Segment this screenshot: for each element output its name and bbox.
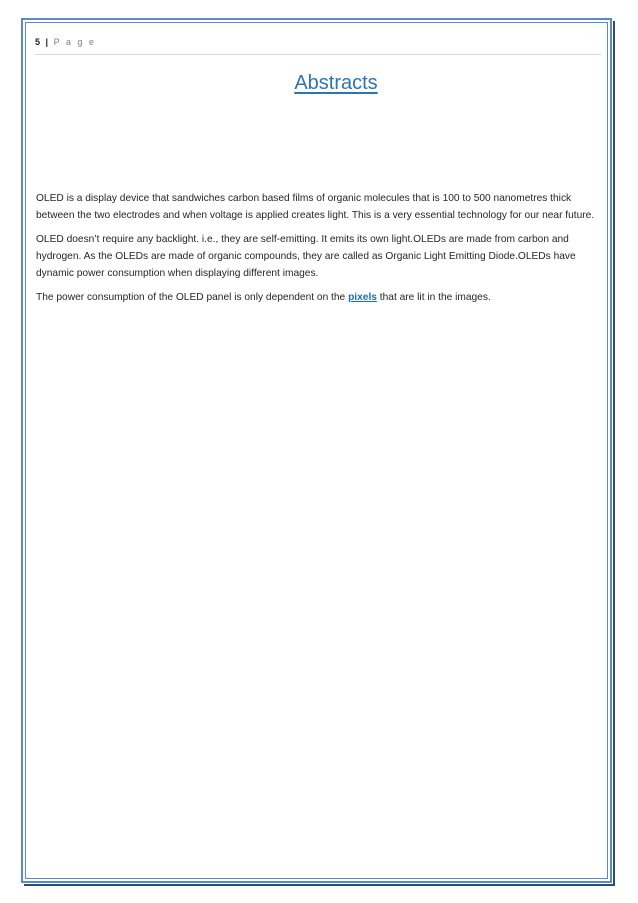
paragraph-text-after: that are lit in the images.	[376, 292, 491, 303]
paragraph-text-before: The power consumption of the OLED panel is only dependent on the	[36, 292, 349, 303]
pixels-link[interactable]: pixels	[348, 292, 377, 303]
paragraph: OLED doesn’t require any backlight. i.e., they are self-emitting. It emits its own light.OLEDs are made from carbon and hydrogen. As the OLEDs are made of organic compounds, they are called as Organic Light Emitting Diode.OLEDs have dynamic power consumption when displaying different images.	[36, 234, 576, 279]
paragraph: OLED is a display device that sandwiches carbon based films of organic molecules that is 100 to 500 nanometres thick between the two electrodes and when voltage is applied creates light. This is a very essential technology for our near future.	[36, 193, 595, 221]
header-separator: |	[45, 37, 49, 47]
page-label: P a g e	[53, 37, 96, 47]
page-header	[35, 36, 601, 55]
page-border-inner	[25, 22, 608, 879]
document-body	[36, 190, 602, 313]
page-number: 5	[35, 37, 41, 47]
document-title: Abstracts	[294, 72, 378, 94]
paragraph-last	[36, 289, 602, 306]
